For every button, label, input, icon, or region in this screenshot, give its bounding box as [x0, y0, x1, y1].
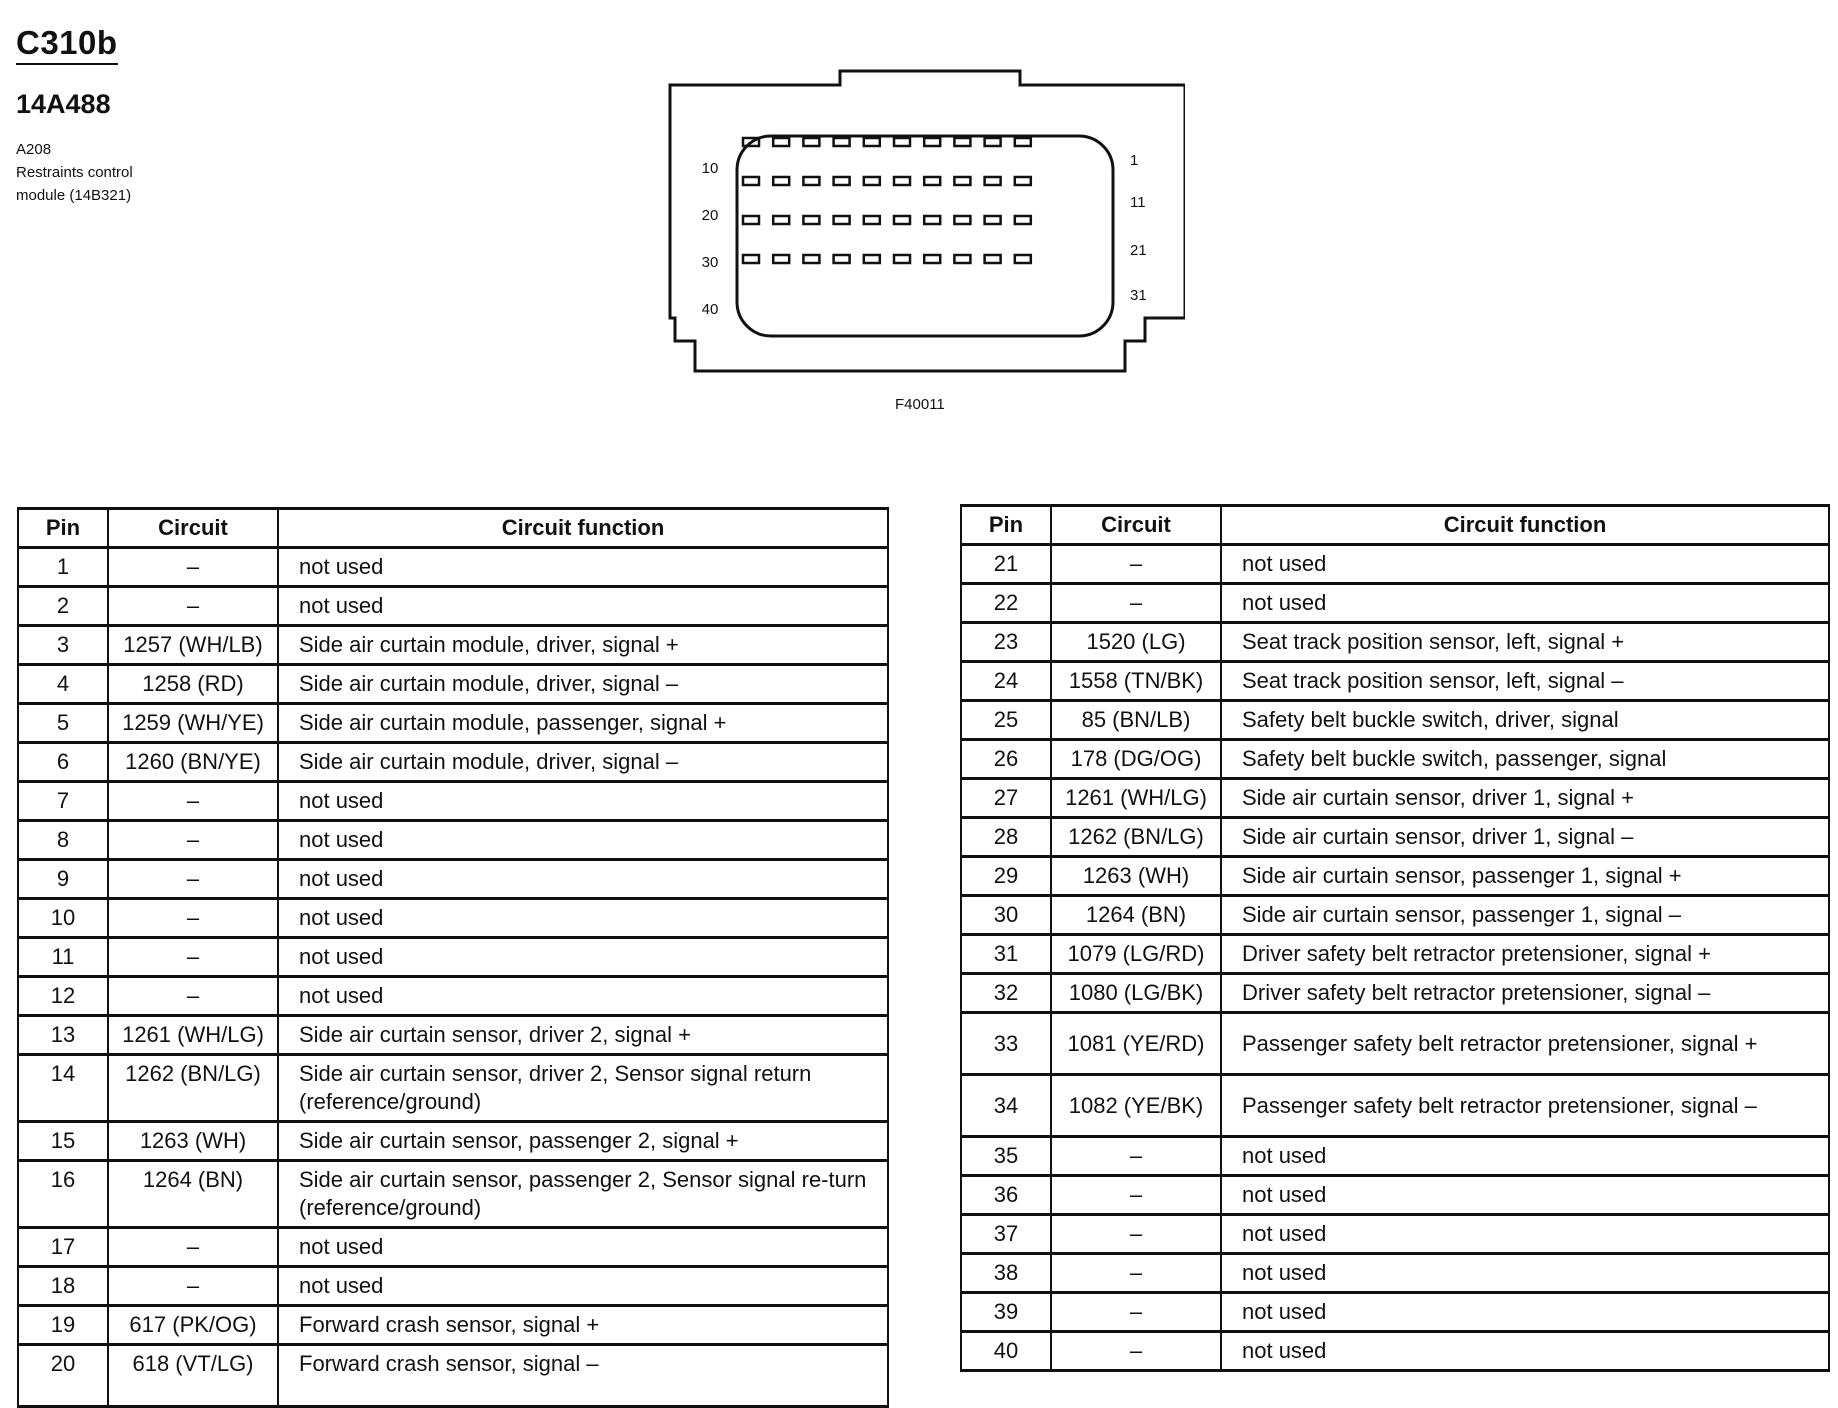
- circuit-cell: –: [1051, 1254, 1221, 1293]
- page-header: [16, 26, 133, 207]
- pin-cell: 37: [961, 1215, 1051, 1254]
- table-row: [18, 977, 888, 1016]
- pin-cell: 7: [18, 782, 108, 821]
- function-cell: Side air curtain sensor, passenger 1, signal +: [1221, 857, 1829, 896]
- function-cell: Forward crash sensor, signal –: [278, 1345, 888, 1407]
- function-cell: not used: [278, 782, 888, 821]
- circuit-cell: 85 (BN/LB): [1051, 701, 1221, 740]
- pin-cell: 39: [961, 1293, 1051, 1332]
- pin-socket: [773, 255, 789, 263]
- function-cell: Side air curtain sensor, passenger 2, signal +: [278, 1122, 888, 1161]
- table-row: [18, 1055, 888, 1122]
- header-function: Circuit function: [278, 509, 888, 548]
- circuit-cell: 1079 (LG/RD): [1051, 935, 1221, 974]
- function-cell: Side air curtain sensor, driver 2, signal +: [278, 1016, 888, 1055]
- connector-face: [737, 136, 1113, 336]
- circuit-cell: –: [108, 899, 278, 938]
- pin-socket: [954, 216, 970, 224]
- circuit-cell: –: [108, 1228, 278, 1267]
- function-cell: not used: [278, 899, 888, 938]
- pin-cell: 28: [961, 818, 1051, 857]
- function-cell: not used: [278, 938, 888, 977]
- row-label-left: 20: [701, 207, 719, 224]
- function-cell: not used: [278, 548, 888, 587]
- pin-cell: 3: [18, 626, 108, 665]
- pin-socket: [954, 177, 970, 185]
- pin-cell: 1: [18, 548, 108, 587]
- circuit-cell: 1080 (LG/BK): [1051, 974, 1221, 1013]
- pin-socket: [743, 216, 759, 224]
- circuit-cell: 1260 (BN/YE): [108, 743, 278, 782]
- row-label-left: 10: [701, 160, 719, 177]
- pin-cell: 31: [961, 935, 1051, 974]
- table-row: [18, 704, 888, 743]
- function-cell: not used: [1221, 1215, 1829, 1254]
- circuit-cell: –: [108, 977, 278, 1016]
- circuit-cell: 618 (VT/LG): [108, 1345, 278, 1407]
- circuit-cell: 1558 (TN/BK): [1051, 662, 1221, 701]
- circuit-cell: –: [108, 938, 278, 977]
- pin-table-left: [17, 507, 889, 1408]
- pin-cell: 17: [18, 1228, 108, 1267]
- function-cell: not used: [278, 587, 888, 626]
- pin-cell: 21: [961, 545, 1051, 584]
- table-row: [18, 1161, 888, 1228]
- table-row: [961, 974, 1829, 1013]
- table-row: [18, 782, 888, 821]
- row-label-left: 40: [701, 301, 719, 318]
- circuit-cell: –: [1051, 584, 1221, 623]
- function-cell: not used: [1221, 1176, 1829, 1215]
- pin-socket: [954, 255, 970, 263]
- pin-cell: 19: [18, 1306, 108, 1345]
- row-label-right: 1: [1130, 152, 1139, 169]
- function-cell: Side air curtain sensor, driver 1, signal +: [1221, 779, 1829, 818]
- pin-socket: [924, 255, 940, 263]
- table-row: [961, 818, 1829, 857]
- pin-socket: [1015, 216, 1031, 224]
- pin-cell: 5: [18, 704, 108, 743]
- circuit-cell: –: [108, 860, 278, 899]
- table-row: [961, 1013, 1829, 1075]
- pin-cell: 13: [18, 1016, 108, 1055]
- header-pin: Pin: [961, 506, 1051, 545]
- pin-cell: 18: [18, 1267, 108, 1306]
- table-row: [961, 1137, 1829, 1176]
- pin-cell: 27: [961, 779, 1051, 818]
- pin-table-right: [960, 504, 1830, 1372]
- pin-socket: [864, 255, 880, 263]
- pin-socket: [1015, 177, 1031, 185]
- table-row: [961, 1254, 1829, 1293]
- table-row: [961, 623, 1829, 662]
- circuit-cell: 1261 (WH/LG): [108, 1016, 278, 1055]
- connector-diagram: [665, 65, 1185, 385]
- circuit-cell: 1262 (BN/LG): [1051, 818, 1221, 857]
- pin-socket: [803, 255, 819, 263]
- figure-label: F40011: [895, 396, 945, 413]
- circuit-cell: 1261 (WH/LG): [1051, 779, 1221, 818]
- header-circuit: Circuit: [108, 509, 278, 548]
- header-circuit: Circuit: [1051, 506, 1221, 545]
- function-cell: not used: [1221, 584, 1829, 623]
- function-cell: Safety belt buckle switch, passenger, signal: [1221, 740, 1829, 779]
- function-cell: Passenger safety belt retractor pretensioner, signal +: [1221, 1013, 1829, 1075]
- circuit-cell: 1259 (WH/YE): [108, 704, 278, 743]
- table-row: [961, 1215, 1829, 1254]
- circuit-cell: 1262 (BN/LG): [108, 1055, 278, 1122]
- circuit-cell: –: [1051, 1137, 1221, 1176]
- circuit-cell: 1520 (LG): [1051, 623, 1221, 662]
- function-cell: not used: [278, 1267, 888, 1306]
- circuit-cell: 1258 (RD): [108, 665, 278, 704]
- function-cell: Side air curtain sensor, passenger 1, signal –: [1221, 896, 1829, 935]
- table-row: [18, 1122, 888, 1161]
- pin-socket: [985, 177, 1001, 185]
- table-row: [961, 896, 1829, 935]
- function-cell: not used: [278, 1228, 888, 1267]
- table-row: [961, 779, 1829, 818]
- circuit-cell: 178 (DG/OG): [1051, 740, 1221, 779]
- table-row: [961, 935, 1829, 974]
- pin-socket: [803, 138, 819, 146]
- function-cell: Forward crash sensor, signal +: [278, 1306, 888, 1345]
- pin-cell: 8: [18, 821, 108, 860]
- circuit-cell: –: [1051, 1293, 1221, 1332]
- pin-socket: [803, 177, 819, 185]
- table-row: [18, 1228, 888, 1267]
- pin-cell: 6: [18, 743, 108, 782]
- function-cell: Side air curtain sensor, driver 2, Sensor signal return (reference/ground): [278, 1055, 888, 1122]
- table-row: [18, 938, 888, 977]
- pin-socket: [924, 177, 940, 185]
- function-cell: not used: [278, 977, 888, 1016]
- function-cell: not used: [278, 860, 888, 899]
- circuit-cell: 1264 (BN): [108, 1161, 278, 1228]
- table-row: [18, 548, 888, 587]
- circuit-cell: 1264 (BN): [1051, 896, 1221, 935]
- pin-cell: 29: [961, 857, 1051, 896]
- description-line: Restraints control: [16, 164, 133, 181]
- pin-socket: [864, 216, 880, 224]
- table-row: [961, 1332, 1829, 1371]
- circuit-cell: 1082 (YE/BK): [1051, 1075, 1221, 1137]
- function-cell: not used: [1221, 1293, 1829, 1332]
- pin-socket: [894, 138, 910, 146]
- header-pin: Pin: [18, 509, 108, 548]
- table-row: [961, 701, 1829, 740]
- pin-socket: [894, 177, 910, 185]
- pin-socket: [743, 177, 759, 185]
- pin-cell: 26: [961, 740, 1051, 779]
- circuit-cell: –: [1051, 545, 1221, 584]
- pin-cell: 40: [961, 1332, 1051, 1371]
- pin-cell: 22: [961, 584, 1051, 623]
- circuit-cell: –: [1051, 1332, 1221, 1371]
- header-function: Circuit function: [1221, 506, 1829, 545]
- pin-socket: [894, 216, 910, 224]
- circuit-cell: –: [108, 782, 278, 821]
- pin-socket: [985, 138, 1001, 146]
- pin-socket: [924, 216, 940, 224]
- pin-cell: 33: [961, 1013, 1051, 1075]
- circuit-cell: –: [108, 821, 278, 860]
- pin-grid: [743, 138, 1031, 263]
- table-row: [961, 1075, 1829, 1137]
- row-label-left: 30: [701, 254, 719, 271]
- pin-socket: [834, 216, 850, 224]
- function-cell: Seat track position sensor, left, signal +: [1221, 623, 1829, 662]
- table-row: [18, 860, 888, 899]
- function-cell: Side air curtain module, driver, signal –: [278, 665, 888, 704]
- function-cell: Side air curtain sensor, passenger 2, Sensor signal re-turn (reference/ground): [278, 1161, 888, 1228]
- function-cell: not used: [1221, 1137, 1829, 1176]
- pin-socket: [834, 138, 850, 146]
- pin-cell: 32: [961, 974, 1051, 1013]
- pin-socket: [864, 138, 880, 146]
- pin-socket: [924, 138, 940, 146]
- pin-socket: [1015, 255, 1031, 263]
- table-row: [18, 821, 888, 860]
- table-row: [961, 857, 1829, 896]
- pin-socket: [954, 138, 970, 146]
- pin-socket: [773, 177, 789, 185]
- function-cell: Driver safety belt retractor pretensioner, signal –: [1221, 974, 1829, 1013]
- pin-socket: [985, 216, 1001, 224]
- pin-cell: 10: [18, 899, 108, 938]
- pin-cell: 14: [18, 1055, 108, 1122]
- pin-cell: 11: [18, 938, 108, 977]
- row-label-right: 21: [1130, 242, 1147, 259]
- pin-cell: 12: [18, 977, 108, 1016]
- pin-socket: [803, 216, 819, 224]
- circuit-cell: 1263 (WH): [1051, 857, 1221, 896]
- connector-title: C310b: [16, 26, 118, 65]
- pin-cell: 23: [961, 623, 1051, 662]
- table-row: [961, 1176, 1829, 1215]
- circuit-cell: 1263 (WH): [108, 1122, 278, 1161]
- table-row: [961, 545, 1829, 584]
- pin-socket: [1015, 138, 1031, 146]
- function-cell: not used: [1221, 1332, 1829, 1371]
- pin-cell: 25: [961, 701, 1051, 740]
- pin-cell: 9: [18, 860, 108, 899]
- pin-socket: [985, 255, 1001, 263]
- row-label-right: 11: [1130, 194, 1146, 211]
- description-line: module (14B321): [16, 187, 132, 204]
- circuit-cell: 617 (PK/OG): [108, 1306, 278, 1345]
- function-cell: Side air curtain module, driver, signal –: [278, 743, 888, 782]
- pin-cell: 38: [961, 1254, 1051, 1293]
- pin-cell: 30: [961, 896, 1051, 935]
- table-row: [18, 899, 888, 938]
- pin-socket: [894, 255, 910, 263]
- table-row: [18, 587, 888, 626]
- table-row: [961, 584, 1829, 623]
- module-description: [16, 138, 133, 207]
- table-row: [18, 743, 888, 782]
- table-row: [18, 665, 888, 704]
- function-cell: Side air curtain module, driver, signal +: [278, 626, 888, 665]
- function-cell: Side air curtain module, passenger, signal +: [278, 704, 888, 743]
- pin-socket: [834, 255, 850, 263]
- circuit-cell: –: [108, 587, 278, 626]
- table-row: [961, 662, 1829, 701]
- pin-socket: [773, 138, 789, 146]
- row-label-right: 31: [1130, 287, 1147, 304]
- table-row: [18, 1016, 888, 1055]
- circuit-cell: –: [108, 548, 278, 587]
- pin-cell: 34: [961, 1075, 1051, 1137]
- pin-cell: 24: [961, 662, 1051, 701]
- table-row: [18, 626, 888, 665]
- table-row: [961, 740, 1829, 779]
- function-cell: Passenger safety belt retractor pretensioner, signal –: [1221, 1075, 1829, 1137]
- pin-cell: 15: [18, 1122, 108, 1161]
- pin-cell: 4: [18, 665, 108, 704]
- table-row: [18, 1306, 888, 1345]
- function-cell: not used: [1221, 1254, 1829, 1293]
- description-line: A208: [16, 141, 52, 158]
- pin-cell: 16: [18, 1161, 108, 1228]
- function-cell: Seat track position sensor, left, signal –: [1221, 662, 1829, 701]
- pin-socket: [743, 255, 759, 263]
- circuit-cell: –: [1051, 1176, 1221, 1215]
- function-cell: not used: [1221, 545, 1829, 584]
- pin-cell: 20: [18, 1345, 108, 1407]
- circuit-cell: –: [1051, 1215, 1221, 1254]
- pin-cell: 36: [961, 1176, 1051, 1215]
- table-row: [961, 1293, 1829, 1332]
- function-cell: not used: [278, 821, 888, 860]
- function-cell: Safety belt buckle switch, driver, signal: [1221, 701, 1829, 740]
- pin-cell: 2: [18, 587, 108, 626]
- function-cell: Side air curtain sensor, driver 1, signal –: [1221, 818, 1829, 857]
- pin-socket: [864, 177, 880, 185]
- part-number: 14A488: [16, 89, 111, 119]
- function-cell: Driver safety belt retractor pretensioner, signal +: [1221, 935, 1829, 974]
- pin-cell: 35: [961, 1137, 1051, 1176]
- pin-socket: [834, 177, 850, 185]
- circuit-cell: 1081 (YE/RD): [1051, 1013, 1221, 1075]
- pin-socket: [773, 216, 789, 224]
- circuit-cell: –: [108, 1267, 278, 1306]
- circuit-cell: 1257 (WH/LB): [108, 626, 278, 665]
- table-row: [18, 1267, 888, 1306]
